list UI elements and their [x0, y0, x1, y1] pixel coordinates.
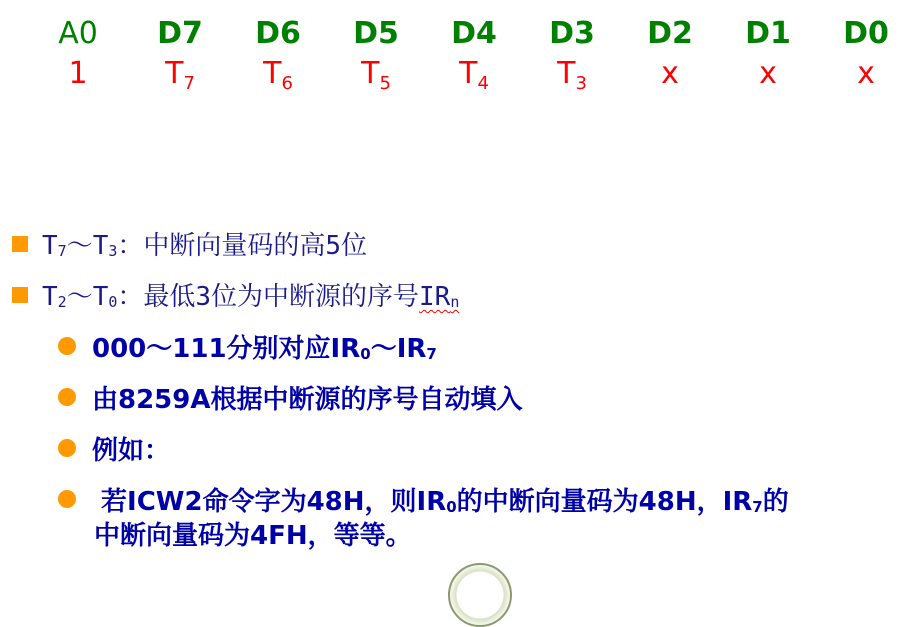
bit-header-d5: D5 — [353, 16, 399, 51]
bit-header-d4: D4 — [451, 16, 497, 51]
bit-value-d4: $T_4$ — [459, 56, 489, 94]
bit-header-a0: A0 — [58, 16, 98, 51]
sub-bullet-example-continuation: 中断向量码为4FH，等等。 — [94, 521, 412, 551]
bit-header-d1: D1 — [745, 16, 791, 51]
sub-bullet-range: 000～111分别对应$IR_0\sim IR_7$ — [58, 332, 893, 366]
school-seal-logo — [448, 563, 512, 627]
bit-value-d0: x — [857, 56, 875, 91]
bullet-low-bits: $T_2\sim T_0$：最低3位为中断源的序号$IR_n$ — [12, 280, 459, 314]
bit-value-d6: $T_6$ — [263, 56, 293, 94]
bit-header-d6: D6 — [255, 16, 301, 51]
bit-header-d2: D2 — [647, 16, 693, 51]
bullet-high-bits: $T_7\sim T_3$：中断向量码的高5位 — [12, 229, 367, 263]
bit-header-d3: D3 — [549, 16, 595, 51]
circle-bullet-icon — [58, 337, 76, 355]
bit-value-d3: $T_3$ — [557, 56, 587, 94]
bit-value-d5: $T_5$ — [361, 56, 391, 94]
circle-bullet-icon — [58, 388, 76, 406]
bit-value-d2: x — [661, 56, 679, 91]
square-bullet-icon — [12, 236, 28, 252]
circle-bullet-icon — [58, 439, 76, 457]
square-bullet-icon — [12, 287, 28, 303]
bit-header-d7: D7 — [157, 16, 203, 51]
sub-bullet-auto-fill: 由8259A根据中断源的序号自动填入 — [58, 383, 893, 417]
bit-value-a0: 1 — [68, 56, 88, 91]
spellcheck-squiggle: $IR_n$ — [419, 282, 460, 312]
bit-header-d0: D0 — [843, 16, 889, 51]
sub-bullet-example-label: 例如： — [58, 434, 893, 468]
bit-value-d7: $T_7$ — [165, 56, 195, 94]
bit-value-d1: x — [759, 56, 777, 91]
sub-bullet-example: 若ICW2命令字为48H，则$IR_0$的中断向量码为48H，$IR_7$的 中断向量码为4FH，等等。 — [58, 485, 893, 553]
circle-bullet-icon — [58, 490, 76, 508]
